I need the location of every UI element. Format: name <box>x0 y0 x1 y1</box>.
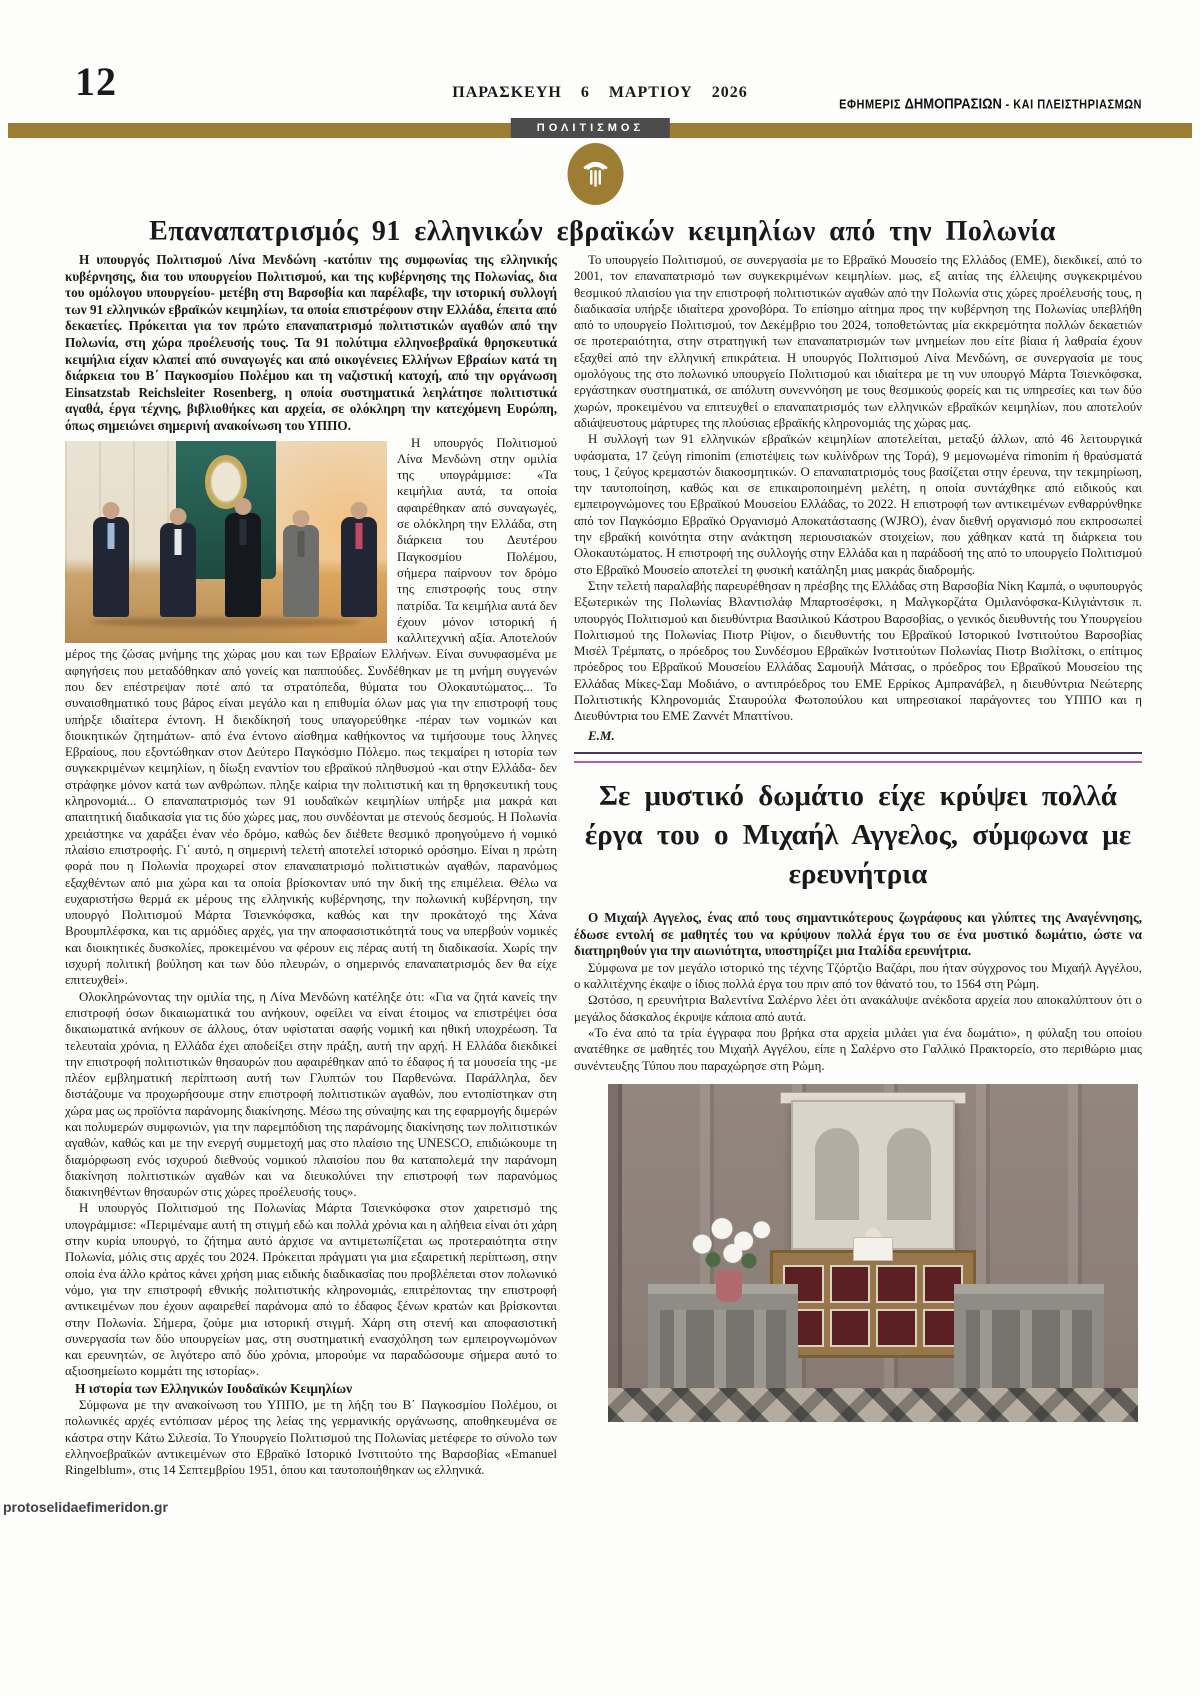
ceremony-group-photo <box>65 441 387 643</box>
article-columns <box>65 252 1142 1479</box>
culture-badge <box>568 143 624 205</box>
photo-person <box>225 513 261 617</box>
article1-paragraph: Το υπουργείο Πολιτισμού, σε συνεργασία με το Εβραϊκό Μουσείο της Ελλάδος (ΕΜΕ), διεκδικεί, από το 2001, τον επαναπατρισμό των συγκεκριμένων κειμηλίων. μως, εξ αιτίας της έλλειψης συγκεκριμένου θεσμικού πλαισίου για την επιστροφή πολιτιστικών αγαθών από την Πολωνία στις χώρες προέλευσής τους, η διαδικασία υπήρξε ιδιαίτερα χρονοβόρα. Το επίσημο αίτημα προς την κυβέρνηση της Πολωνίας υπεβλήθη από το υπουργείο Πολιτισμού, τον Δεκέμβριο του 2024, τοποθετώντας μία εκκρεμότητα πολλών δεκαετιών σε προτεραιότητα, στην στρατηγική των επαναπατρισμών των μνημείων που είτε βίαια ή λαθραία έχουν εξαχθεί από την ελληνική επικράτεια. Η υπουργός Πολιτισμού Λίνα Μενδώνη, σε συνεργασία με τους ομολόγους της στο πολωνικό υπουργείο Πολιτισμού και ιδιαίτερα με τη νυν υπουργό Μάρτα Τσιενκόφσκα, εργάστηκαν συστηματικά, σε απόλυτη συνεννόηση με τους θεσμικούς φορείς και τις υπηρεσίες και των δύο χωρών, προκειμένου να επιτευχθεί ο επαναπατρισμός των ελληνικών εβραϊκών κειμηλίων, που αποτελούν αδιάψευστους μάρτυρες της πλούσιας εβραϊκής κληρονομιάς της χώρας μας. <box>574 253 1142 430</box>
article1-paragraph: Ολοκληρώνοντας την ομιλία της, η Λίνα Μενδώνη κατέληξε ότι: «Για να ζητά κανείς την επιστροφή όσων δικαιωματικά του ανήκουν, οφείλει να είναι έτοιμος να επιστρέψει όσα δικαιωματικά ανήκουν σε άλλους, όταν υφίσταται σαφής νομική και ηθική υποχρέωση. Τα τελευταία χρόνια, η Ελλάδα έχει αποδείξει στην πράξη, αυτή την αρχή. Η Ελλάδα διεκδικεί την επιστροφή πολιτιστικών θησαυρών που αφαιρέθηκαν από το έδαφος ή τα μουσεία της -με πλέον εμβληματική περίπτωση αυτή των Γλυπτών του Παρθενώνα. Παράλληλα, δεν διστάζουμε να προχωρήσουμε στην επιστροφή πολιτιστικών αγαθών, που εντοπίστηκαν στη χώρα μας ως προϊόντα παράνομης διακίνησης. Μέσω της σύναψης και της εφαρμογής διμερών και πολυμερών συμφωνιών, για την παρεμπόδιση της παράνομης διακίνησης των πολιτιστικών αγαθών, καθώς και με την ενεργή συμμετοχή μας στο πλαίσιο της UNESCO, επιδιώκουμε τη διαμόρφωση ενός ισχυρού διεθνούς νομικού πλαισίου που θα καταπολεμά την παράνομη διακίνηση πολιτιστικών αγαθών και να διευκολύνει την επιστροφή των παρανόμως διακινηθέντων θησαυρών στις χώρες προέλευσής τους». <box>65 989 557 1200</box>
photo-person <box>93 517 129 617</box>
masthead-tail: - ΚΑΙ ΠΛΕΙΣΤΗΡΙΑΣΜΩΝ <box>1005 98 1142 113</box>
photo-lily-flowers <box>686 1210 776 1272</box>
article1-subhead: Η ιστορία των Ελληνικών Ιουδαϊκών Κειμηλίων <box>75 1380 353 1396</box>
article1-byline: Ε.Μ. <box>588 727 615 743</box>
article1-paragraph: Η υπουργός Πολιτισμού της Πολωνίας Μάρτα Τσιενκόφσκα στον χαιρετισμό της υπογράμμισε: «Περιμέναμε αυτή τη στιγμή εδώ και πολλά χρόνια και η αλήθεια είναι ότι χάρη στην κυρία υπουργό, το ζήτημα αυτό άρχισε να αντιμετωπίζεται ως προτεραιότητα στην Πολωνία, μόλις στις αρχές του 2024. Πρόκειται πράγματι για μια εξαιρετική περίπτωση, στην οποία ένα άλλο κράτος κάνει χρήση μιας ειδικής διαδικασίας που προβλέπεται στον πολωνικό νόμο, για την επιστροφή εθνικής πολιτιστικής κληρονομιάς, επιτρέποντας την επιστροφή αντικειμένων που έχουν αφαιρεθεί παράνομα από το έδαφος ξένων κρατών και βρίσκονται στην Πολωνία. Σήμερα, ζούμε μια ιστορική στιγμή. Χάρη στη στενή και αποφασιστική συνεργασία των δύο υπουργείων μας, στη συστηματική ενασχόληση των εμπειρογνωμόνων και ερευνητών, σε λιγότερο από δύο χρόνια, μπορούμε να παραδώσουμε σήμερα αυτό το αξιοσημείωτο κομμάτι της ιστορίας». <box>65 1201 557 1379</box>
photo-altar-panels <box>783 1265 963 1347</box>
masthead-main: ΔΗΜΟΠΡΑΣΙΩΝ <box>904 94 1002 113</box>
article1-flow <box>65 435 557 1479</box>
dateline: ΠΑΡΑΣΚΕΥΗ 6 ΜΑΡΤΙΟΥ 2026 <box>452 84 748 101</box>
column-icon <box>579 155 613 194</box>
article-divider-rule <box>574 752 1142 763</box>
article2-paragraph: «Το ένα από τα τρία έγγραφα που βρήκα στα αρχεία μιλάει για ένα δωμάτιο», η φύλαξη του οποίου ανατέθηκε σε μαθητές του Μιχαήλ Αγγέλου, είπε η Σαλέρνο στο Γαλλικό Πρακτορείο, στο περιθώριο μιας συνέντευξης Τύπου που παραχώρησε στη Ρώμη. <box>574 1026 1142 1073</box>
photo-person <box>283 525 319 617</box>
photo-altar-card <box>853 1237 893 1261</box>
photo-altar <box>770 1250 976 1358</box>
article1-paragraph: Η υπουργός Πολιτισμού Λίνα Μενδώνη στην ομιλία της υπογράμμισε: «Τα κειμήλια αυτά, τα οποία αφαιρέθηκαν από συναγωγές, σε ολόκληρη την Ελλάδα, στη διάρκεια του Δευτέρου Παγκοσμίου Πολέμου, σήμερα παίρνουν τον δρόμο της επιστροφής τους στην πατρίδα. Τα κειμήλια αυτά δεν έχουν μόνον ιστορική ή καλλιτεχνική αξία. Αποτελούν μέρος της ζώσας μνήμης της χώρας μου και των Εβραίων Ελλήνων. Είναι συνυφασμένα με αφηγήσεις που μεταδόθηκαν από γονείς και παππούδες. Συνδέθηκαν με τη μνήμη συγγενών που δεν επέστρεψαν ποτέ από τα στρατόπεδα, θύματα του Ολοκαυτώματος... Το συναισθηματικό τους βάρος είναι μεγάλο και η επιθυμία όλων μας για την επιστροφή τους υπήρξε ιδιαίτερα έντονη. Η διεκδίκησή τους υπαγορεύθηκε -πέραν των νομικών και διοικητικών ζητημάτων- από ένα έντονο αίσθημα καθήκοντος να τιμήσουμε τους λληνες Εβραίους, που εξοντώθηκαν στον Δεύτερο Παγκόσμιο Πόλεμο. πως τεκμαίρει η ιστορία των συγκεκριμένων κειμηλίων, η δίωξη εναντίον του εβραϊκού πληθυσμού -και στην Ελλάδα- δεν στράφηκε μόνον κατά των ανθρώπων. πληξε καίρια την πολιτιστική και τη θρησκευτική τους κληρονομιά... Ο επαναπατρισμός των 91 ιουδαϊκών κειμηλίων υπήρξε μια μακρά και απαιτητική διαδικασία για τις δύο χώρες μας, που συνδέονται με στενούς δεσμούς. Η Πολωνία χρειάστηκε να χαράξει έναν νέο δρόμο, καθώς δεν διέθετε θεσμικό προηγούμενο ή νομικό πλαίσιο επιστροφής. Γι΄ αυτό, η σημερινή τελετή αποτελεί ιστορικό ορόσημο. Είναι η πρώτη φορά που η Πολωνία προχωρεί στον επαναπατρισμό πολιτιστικών αγαθών, παρανόμως εξαχθέντων από μια χώρα και τα οποία βρίσκονταν υπό την δική της επιμέλεια. Θέλω να ευχαριστήσω θερμά εκ μέρους της ελληνικής κυβέρνησης, την πολωνική κυβέρνηση, την υπουργό Πολιτισμού Μάρτα Τσιενκόφσκα, καθώς και την προκάτοχό της Χάνα Βρουμπλέφσκα, και τις αρμόδιες αρχές, για την αποφασιστικότητά τους να υπερβούν νομικές και διοικητικές δυσκολίες, προκειμένου να φέρουν εις πέρας αυτή τη διαδικασία. Χωρίς την ισχυρή πολιτική βούληση και των δύο πλευρών, ο σημερινός επαναπατρισμός δεν θα είχε επιτευχθεί». <box>65 435 557 988</box>
photo-person <box>160 523 196 617</box>
page-number: 12 <box>75 59 117 104</box>
article2-headline: Σε μυστικό δωμάτιο είχε κρύψει πολλά έργα του ο Μιχαήλ Αγγελος, σύμφωνα με ερευνήτρια <box>584 779 1132 890</box>
article1-headline: Επαναπατρισμός 91 ελληνικών εβραϊκών κειμηλίων από την Πολωνία <box>149 215 1056 247</box>
article1-paragraph: Σύμφωνα με την ανακοίνωση του ΥΠΠΟ, με τη λήξη του Β΄ Παγκοσμίου Πολέμου, οι πολωνικές αρχές εντόπισαν μέρος της λείας της γερμανικής οργάνωσης, αποθηκευμένα σε κάστρα στην Κάτω Σιλεσία. Το Υπουργείο Πολιτισμού της Πολωνίας μετέφερε το σύνολο των ελληνοεβραϊκών αντικειμένων στο Εβραϊκό Ιστορικό Ινστιτούτο της Βαρσοβίας «Emanuel Ringelblum», στις 14 Σεπτεμβρίου 1951, όπου και ταυτοποιήθηκαν ως ελληνικά. <box>65 1398 557 1478</box>
photo-floor-shadow <box>91 617 361 627</box>
newspaper-masthead <box>839 95 1142 112</box>
site-watermark: protoselidaefimeridon.gr <box>0 1498 171 1516</box>
article1-lead: Η υπουργός Πολιτισμού Λίνα Μενδώνη -κατόπιν της συμφωνίας της ελληνικής κυβέρνησης, δια του υπουργείου Πολιτισμού, και της κυβέρνησης της Πολωνίας, δια του ομόλογου υπουργείου- μετέβη στη Βαρσοβία και παρέλαβε, την ιστορική συλλογή των 91 ελληνικών εβραϊκών κειμηλίων, τα οποία επιστρέφουν στην Ελλάδα, έπειτα από δεκαετίες. Πρόκειται για τον πρώτο επαναπατρισμό πολιτιστικών αγαθών από την Πολωνία, στη χώρα προέλευσής τους. Τα 91 πολύτιμα ελληνοεβραϊκά θρησκευτικά κειμήλια είχαν κλαπεί από συναγωγές και από οικογένειες Ελλήνων Εβραίων κατά τη διάρκεια του Β΄ Παγκοσμίου Πολέμου και τη ναζιστική κατοχή, από την οργάνωση Einsatzstab Reichsleiter Rosenberg, η οποία συστηματικά λεηλάτησε πολιτιστικά αγαθά, έργα τέχνης, βιβλιοθήκες και αρχεία, σε ολόκληρη την κατεχόμενη Ευρώπη, όπως σημειώνει σημερινή ανακοίνωση του ΥΠΠΟ. <box>65 252 557 433</box>
photo-person <box>341 517 377 617</box>
photo-vase <box>716 1270 742 1302</box>
chapel-altar-photo <box>608 1084 1138 1422</box>
photo-marble-floor <box>608 1388 1138 1422</box>
article1-left-column <box>65 252 557 1479</box>
article1-right-column <box>574 252 1142 1422</box>
article1-paragraph: Η συλλογή των 91 ελληνικών εβραϊκών κειμηλίων αποτελείται, μεταξύ άλλων, από 46 λειτουργικά υφάσματα, 17 ζεύγη rimonim (επιστέψεις των κυλίνδρων της Τορά), 9 μεμονωμένα rimonim ή θραύσματά τους, 1 ζεύγος κρεμαστών διακοσμητικών. Ο επαναπατρισμός τους βασίζεται στην έρευνα, την τεκμηρίωση, την ταυτοποίηση, καθώς και σε επικαιροποιημένη μελέτη, η οποία συντάχθηκε από ειδικούς και εμπειρογνώμονες του Εβραϊκού Μουσείου Ελλάδας, το 2022. Η επιστροφή των αντικειμένων ενθαρρύνθηκε από τον Παγκόσμιο Εβραϊκό Οργανισμό Αποκατάστασης (WJRO), έναν διεθνή οργανισμό που εκπροσωπεί την εβραϊκή κοινότητα στην ανάκτηση περιουσιακών στοιχείων, που χάθηκαν κατά τη διάρκεια του Ολοκαυτώματος. Η επιστροφή της συλλογής στην Ελλάδα και η παράδοσή της από το υπουργείο Πολιτισμού στο Εβραϊκό Μουσείο αποτελεί τη φυσική κατάληξη μιας μακράς διαδρομής. <box>574 432 1142 577</box>
article2-paragraph: Ωστόσο, η ερευνήτρια Βαλεντίνα Σαλέρνο λέει ότι ανακάλυψε ανέκδοτα αρχεία που αποκαλύπτουν ότι ο μεγάλος δάσκαλος έκρυψε κάποια από αυτά. <box>574 993 1142 1024</box>
article2-lead: Ο Μιχαήλ Αγγελος, ένας από τους σημαντικότερους ζωγράφους και γλύπτες της Αναγέννησης, έδωσε εντολή σε μαθητές του να κρύψουν πολλά έργα του σε ένα μυστικό δωμάτιο, ώστε να διατηρηθούν για την αιωνιότητα, υποστηρίζει μια Ιταλίδα ερευνήτρια. <box>574 910 1142 959</box>
section-label: ΠΟΛΙΤΙΣΜΟΣ <box>511 118 670 138</box>
masthead-small: ΕΦΗΜΕΡΙΣ <box>839 98 901 113</box>
article2-paragraph: Σύμφωνα με τον μεγάλο ιστορικό της τέχνης Τζόρτζιο Βαζάρι, που ήταν σύγχρονος του Μιχαήλ Αγγέλου, ο καλλιτέχνης έκαψε ο ίδιος πολλά έργα του πριν από τον θάνατό του, το 1564 στη Ρώμη. <box>574 960 1142 992</box>
article1-paragraph: Στην τελετή παραλαβής παρευρέθησαν η πρέσβης της Ελλάδας στη Βαρσοβία Νίκη Καμπά, ο υφυπουργός Εξωτερικών της Πολωνίας Βλαντισλάφ Μπαρτοσέφσκι, η Μαλγκορζάτα Ομιλανόφσκα-Κιλγιάντσικ π. υπουργός Πολιτισμού και διευθύντρια Βασιλικού Κάστρου Βαρσοβίας, ο γενικός διευθυντής του Υπουργείου Πολιτισμού της Πολωνίας Πιοτρ Ρίψον, ο διευθυντής του Εβραϊκού Ιστορικού Ινστιτούτου Βαρσοβίας Μισέλ Τρέμπατς, ο πρόεδρος του Συνδέσμου Εβραϊκών Ινστιτούτων Πολωνίας Πιοτρ Βισλίτσκι, ο επίτιμος πρόεδρος του Εβραϊκού Μουσείου Ελλάδας Σαμουήλ Μάτσας, ο πρόεδρος του Εβραϊκού Μουσείου της Ελλάδας Μίκες-Σαμ Μοδιάνο, ο αντιπρόεδρος του ΕΜΕ Ερρίκος Αμπρανάβελ, η διευθύντρια Νεώτερης Πολιτιστικής Κληρονομιάς Σταυρούλα Φωτοπούλου και υπηρεσιακοί παράγοντες του ΥΠΠΟ και η Διευθύντρια του ΕΜΕ Ζαννέτ Μπαττίνου. <box>574 578 1142 724</box>
